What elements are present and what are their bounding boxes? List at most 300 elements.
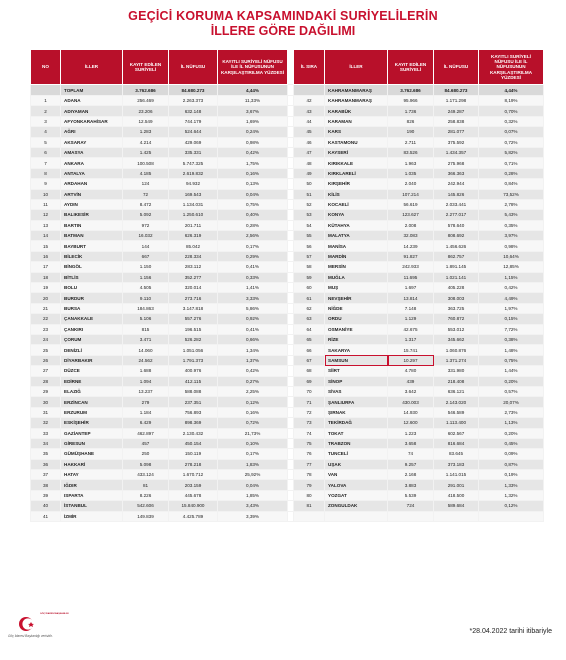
- left-row-nufus: 1.051.056: [169, 345, 218, 355]
- right-row-nufus: 145.826: [434, 189, 479, 199]
- right-row-oran: 3,97%: [479, 231, 544, 241]
- left-row-il: ARTVİN: [61, 189, 123, 199]
- left-row-il: AFYONKARAHİSAR: [61, 116, 123, 126]
- left-row-oran: 3,33%: [218, 293, 288, 303]
- right-row-oran: 0,19%: [479, 470, 544, 480]
- right-row-nufus: 363.725: [434, 303, 479, 313]
- left-row-oran: 1,37%: [218, 355, 288, 365]
- left-row-no: 9: [31, 179, 61, 189]
- left-row-kayit: 1.283: [123, 127, 169, 137]
- right-row-il: NEVŞEHİR: [325, 293, 388, 303]
- left-row-oran: 3,39%: [218, 511, 288, 521]
- right-row-oran: 0,84%: [479, 179, 544, 189]
- right-row-oran: 0,12%: [479, 501, 544, 511]
- left-row-il: BİTLİS: [61, 272, 123, 282]
- table-row: [31, 272, 544, 282]
- left-row-oran: 1,83%: [218, 459, 288, 469]
- left-row-kayit: 815: [123, 324, 169, 334]
- right-row-kayit: 1.697: [388, 283, 434, 293]
- right-row-nufus: 1.113.400: [434, 418, 479, 428]
- right-row-kayit: 32.083: [388, 231, 434, 241]
- left-row-no: 4: [31, 127, 61, 137]
- right-row-nufus: 1.171.298: [434, 96, 479, 106]
- left-row-oran: 0,41%: [218, 262, 288, 272]
- left-row-kayit: 1.688: [123, 366, 169, 376]
- right-row-kayit: 95.966: [388, 96, 434, 106]
- right-row-oran: 1,97%: [479, 303, 544, 313]
- right-row-nufus: 1.891.145: [434, 262, 479, 272]
- left-row-no: 29: [31, 386, 61, 396]
- right-row-nufus: 418.500: [434, 490, 479, 500]
- right-row-il: SİNOP: [325, 376, 388, 386]
- header-kayit: KAYIT EDİLEN SURİYELİ: [123, 50, 169, 85]
- left-row-kayit: 149.839: [123, 511, 169, 521]
- left-row-no: 41: [31, 511, 61, 521]
- right-row-no: 51: [294, 189, 325, 199]
- left-row-kayit: 4.214: [123, 137, 169, 147]
- right-row-oran: 0,75%: [479, 355, 544, 365]
- left-row-nufus: 15.840.900: [169, 501, 218, 511]
- left-row-il: EDİRNE: [61, 376, 123, 386]
- right-row-no: 52: [294, 199, 325, 209]
- right-row-nufus: 2.033.441: [434, 199, 479, 209]
- left-row-il: BAYBURT: [61, 241, 123, 251]
- right-row-oran: 0,07%: [479, 127, 544, 137]
- right-row-kayit: 4.780: [388, 366, 434, 376]
- left-row-kayit: 13.237: [123, 386, 169, 396]
- left-row-il: ADIYAMAN: [61, 106, 123, 116]
- right-row-kayit: 91.827: [388, 251, 434, 261]
- left-row-nufus: 4.425.789: [169, 511, 218, 521]
- right-row-no: 53: [294, 210, 325, 220]
- left-row-no: 16: [31, 251, 61, 261]
- left-row-kayit: 279: [123, 397, 169, 407]
- right-row-no: 59: [294, 272, 325, 282]
- right-row-kayit: 74: [388, 449, 434, 459]
- right-row-no: 48: [294, 158, 325, 168]
- left-row-kayit: 24.562: [123, 355, 169, 365]
- left-row-oran: 1,41%: [218, 283, 288, 293]
- left-row-kayit: 9.110: [123, 293, 169, 303]
- right-row-no: 60: [294, 283, 325, 293]
- left-row-oran: 0,10%: [218, 438, 288, 448]
- right-row-nufus: 1.456.626: [434, 241, 479, 251]
- header-nufus: İL NÜFUSU: [169, 50, 218, 85]
- left-row-il: BALIKESİR: [61, 210, 123, 220]
- left-row-kayit: 3.471: [123, 334, 169, 344]
- left-row-no: 31: [31, 407, 61, 417]
- right-row-kayit: 2.040: [388, 179, 434, 189]
- right-row-oran: 0,20%: [479, 376, 544, 386]
- total-oran: 4,44%: [218, 85, 288, 96]
- left-row-no: 36: [31, 459, 61, 469]
- left-row-nufus: 524.644: [169, 127, 218, 137]
- right-row-nufus: 808.692: [434, 231, 479, 241]
- right-row-no: 72: [294, 407, 325, 417]
- left-row-nufus: 237.351: [169, 397, 218, 407]
- right-row-il: SİVAS: [325, 386, 388, 396]
- header-nufus-right: İL NÜFUSU: [434, 50, 479, 85]
- header-kayit-right: KAYIT EDİLEN SURİYELİ: [388, 50, 434, 85]
- left-row-no: 23: [31, 324, 61, 334]
- left-row-il: ÇORUM: [61, 334, 123, 344]
- right-row-no: 81: [294, 501, 325, 511]
- right-row-oran: 0,35%: [479, 220, 544, 230]
- left-row-oran: 25,92%: [218, 470, 288, 480]
- table-row: [31, 116, 544, 126]
- total-right-il: KAHRAMANMARAŞ: [325, 85, 388, 96]
- right-row-oran: 1,33%: [479, 480, 544, 490]
- right-row-il: KARAMAN: [325, 116, 388, 126]
- left-row-il: ELAZIĞ: [61, 386, 123, 396]
- left-row-no: 7: [31, 158, 61, 168]
- right-row-oran: 0,15%: [479, 314, 544, 324]
- left-row-oran: 0,98%: [218, 137, 288, 147]
- left-row-oran: 0,17%: [218, 241, 288, 251]
- table-row: [31, 345, 544, 355]
- right-row-no: 42: [294, 96, 325, 106]
- left-row-kayit: 1.184: [123, 407, 169, 417]
- header-iller: İLLER: [61, 50, 123, 85]
- right-row-il: SİİRT: [325, 366, 388, 376]
- right-row-il: OSMANİYE: [325, 324, 388, 334]
- right-row-kayit: 107.214: [388, 189, 434, 199]
- right-row-oran: 4,49%: [479, 293, 544, 303]
- right-row-no: 46: [294, 137, 325, 147]
- left-row-il: DENİZLİ: [61, 345, 123, 355]
- right-row-kayit: 123.627: [388, 210, 434, 220]
- left-row-nufus: 744.179: [169, 116, 218, 126]
- left-row-oran: 0,16%: [218, 407, 288, 417]
- left-row-oran: 0,72%: [218, 418, 288, 428]
- table-row: [31, 220, 544, 230]
- right-row-no: 70: [294, 386, 325, 396]
- right-row-no: [294, 511, 325, 521]
- left-row-no: 13: [31, 220, 61, 230]
- left-row-il: BURSA: [61, 303, 123, 313]
- right-row-no: 69: [294, 376, 325, 386]
- left-row-il: AKSARAY: [61, 137, 123, 147]
- right-row-kayit: 9.257: [388, 459, 434, 469]
- right-row-no: 79: [294, 480, 325, 490]
- right-row-kayit: 13.814: [388, 293, 434, 303]
- right-row-kayit: 56.619: [388, 199, 434, 209]
- right-row-il: MUĞLA: [325, 272, 388, 282]
- left-row-no: 27: [31, 366, 61, 376]
- right-row-nufus: 1.021.141: [434, 272, 479, 282]
- right-row-no: 61: [294, 293, 325, 303]
- table-row: [31, 438, 544, 448]
- right-row-no: 58: [294, 262, 325, 272]
- right-row-oran: 0,98%: [479, 241, 544, 251]
- right-row-kayit: 11.695: [388, 272, 434, 282]
- table-row: [31, 137, 544, 147]
- table-row: [31, 127, 544, 137]
- right-row-kayit: 1.736: [388, 106, 434, 116]
- left-row-oran: 0,17%: [218, 449, 288, 459]
- table-row: [31, 231, 544, 241]
- left-row-kayit: 1.150: [123, 262, 169, 272]
- right-row-kayit: 1.317: [388, 334, 434, 344]
- right-row-nufus: 553.012: [434, 324, 479, 334]
- total-right-nufus: 84.680.273: [434, 85, 479, 96]
- left-row-no: 35: [31, 449, 61, 459]
- left-row-oran: 0,04%: [218, 480, 288, 490]
- right-row-il: YALOVA: [325, 480, 388, 490]
- right-row-il: KIRŞEHİR: [325, 179, 388, 189]
- left-row-il: ÇANKIRI: [61, 324, 123, 334]
- right-row-il: NİĞDE: [325, 303, 388, 313]
- left-row-il: ESKİŞEHİR: [61, 418, 123, 428]
- left-row-kayit: 542.606: [123, 501, 169, 511]
- right-row-kayit: 3.883: [388, 480, 434, 490]
- right-row-no: 49: [294, 168, 325, 178]
- right-row-il: TEKİRDAĞ: [325, 418, 388, 428]
- table-row: [31, 262, 544, 272]
- right-row-il: VAN: [325, 470, 388, 480]
- right-row-il: MUŞ: [325, 283, 388, 293]
- right-row-no: 67: [294, 355, 325, 365]
- left-row-nufus: 450.154: [169, 438, 218, 448]
- left-row-nufus: 429.069: [169, 137, 218, 147]
- table-row: [31, 283, 544, 293]
- right-row-kayit: 1.129: [388, 314, 434, 324]
- left-row-kayit: 8.226: [123, 490, 169, 500]
- left-row-oran: 0,04%: [218, 189, 288, 199]
- left-row-nufus: 632.148: [169, 106, 218, 116]
- total-right-kayit: 3.762.686: [388, 85, 434, 96]
- right-row-no: 73: [294, 418, 325, 428]
- right-row-nufus: 589.684: [434, 501, 479, 511]
- right-row-nufus: 242.944: [434, 179, 479, 189]
- right-row-no: 43: [294, 106, 325, 116]
- left-row-nufus: 283.112: [169, 262, 218, 272]
- right-row-oran: 0,70%: [479, 106, 544, 116]
- left-row-il: ERZİNCAN: [61, 397, 123, 407]
- left-row-oran: 0,75%: [218, 199, 288, 209]
- right-row-nufus: 281.077: [434, 127, 479, 137]
- right-row-nufus: 1.371.274: [434, 355, 479, 365]
- left-row-nufus: 626.319: [169, 231, 218, 241]
- left-row-oran: 0,92%: [218, 314, 288, 324]
- table-row: [31, 314, 544, 324]
- left-row-il: BİLECİK: [61, 251, 123, 261]
- right-row-nufus: 760.872: [434, 314, 479, 324]
- right-row-oran: 73,52%: [479, 189, 544, 199]
- left-row-oran: 3,67%: [218, 106, 288, 116]
- left-row-oran: 0,33%: [218, 272, 288, 282]
- page-title-line2: İLLERE GÖRE DAĞILIMI: [210, 24, 356, 38]
- left-row-no: 39: [31, 490, 61, 500]
- left-row-il: BATMAN: [61, 231, 123, 241]
- right-row-il: KARABÜK: [325, 106, 388, 116]
- table-row: [31, 459, 544, 469]
- left-row-kayit: 462.897: [123, 428, 169, 438]
- right-row-no: 68: [294, 366, 325, 376]
- right-row-kayit: 5.539: [388, 490, 434, 500]
- table-row: [31, 324, 544, 334]
- left-row-nufus: 203.159: [169, 480, 218, 490]
- table-row: [31, 210, 544, 220]
- left-row-oran: 0,16%: [218, 168, 288, 178]
- right-row-oran: 2,73%: [479, 407, 544, 417]
- left-row-kayit: 5.092: [123, 210, 169, 220]
- left-row-oran: 21,73%: [218, 428, 288, 438]
- left-row-no: 22: [31, 314, 61, 324]
- table-row: [31, 303, 544, 313]
- right-row-nufus: 331.980: [434, 366, 479, 376]
- left-row-oran: 0,12%: [218, 397, 288, 407]
- right-row-kayit: 242.933: [388, 262, 434, 272]
- table-row: [31, 501, 544, 511]
- left-row-nufus: 2.263.373: [169, 96, 218, 106]
- right-row-kayit: 724: [388, 501, 434, 511]
- left-row-kayit: 144: [123, 241, 169, 251]
- right-row-il: MANİSA: [325, 241, 388, 251]
- left-row-kayit: 8.472: [123, 199, 169, 209]
- total-nufus: 84.680.273: [169, 85, 218, 96]
- right-row-il: [325, 511, 388, 521]
- right-row-oran: 1,44%: [479, 366, 544, 376]
- left-row-no: 34: [31, 438, 61, 448]
- table-row: [31, 106, 544, 116]
- left-row-no: 5: [31, 137, 61, 147]
- right-row-no: 64: [294, 324, 325, 334]
- right-row-il: ORDU: [325, 314, 388, 324]
- left-row-no: 14: [31, 231, 61, 241]
- right-row-kayit: 826: [388, 116, 434, 126]
- left-row-no: 38: [31, 480, 61, 490]
- left-row-nufus: 150.119: [169, 449, 218, 459]
- right-row-oran: 0,09%: [479, 449, 544, 459]
- table-row: [31, 418, 544, 428]
- left-row-il: ERZURUM: [61, 407, 123, 417]
- right-row-no: 80: [294, 490, 325, 500]
- right-row-kayit: 14.239: [388, 241, 434, 251]
- left-row-nufus: 898.369: [169, 418, 218, 428]
- table-row: [31, 490, 544, 500]
- left-row-nufus: 320.014: [169, 283, 218, 293]
- left-row-kayit: 457: [123, 438, 169, 448]
- left-row-no: 11: [31, 199, 61, 209]
- right-row-no: 66: [294, 345, 325, 355]
- left-row-oran: 0,41%: [218, 324, 288, 334]
- table-header-row: [31, 50, 544, 85]
- left-row-il: HATAY: [61, 470, 123, 480]
- right-row-nufus: 373.183: [434, 459, 479, 469]
- right-row-nufus: 816.684: [434, 438, 479, 448]
- table-row: [31, 376, 544, 386]
- left-row-nufus: 3.147.818: [169, 303, 218, 313]
- right-row-il: RİZE: [325, 334, 388, 344]
- left-row-kayit: 6.429: [123, 418, 169, 428]
- right-row-il: KIRKLARELİ: [325, 168, 388, 178]
- left-row-il: İSTANBUL: [61, 501, 123, 511]
- table-row: [31, 189, 544, 199]
- left-row-kayit: 100.508: [123, 158, 169, 168]
- right-row-il: YOZGAT: [325, 490, 388, 500]
- left-row-nufus: 196.515: [169, 324, 218, 334]
- left-row-kayit: 14.060: [123, 345, 169, 355]
- left-row-kayit: 72: [123, 189, 169, 199]
- left-row-il: GAZİANTEP: [61, 428, 123, 438]
- left-row-il: DÜZCE: [61, 366, 123, 376]
- right-row-kayit: 2.168: [388, 470, 434, 480]
- right-row-no: 65: [294, 334, 325, 344]
- left-row-il: ANTALYA: [61, 168, 123, 178]
- left-row-nufus: 201.711: [169, 220, 218, 230]
- right-row-il: KAHRAMANMARAŞ: [325, 96, 388, 106]
- left-row-no: 19: [31, 283, 61, 293]
- right-row-oran: 0,28%: [479, 168, 544, 178]
- right-row-kayit: 2.711: [388, 137, 434, 147]
- left-row-il: AĞRI: [61, 127, 123, 137]
- left-row-kayit: 124: [123, 179, 169, 189]
- right-row-il: ZONGULDAK: [325, 501, 388, 511]
- left-row-kayit: 81: [123, 480, 169, 490]
- left-row-il: ÇANAKKALE: [61, 314, 123, 324]
- table-row: [31, 449, 544, 459]
- right-row-no: 45: [294, 127, 325, 137]
- right-row-oran: 0,87%: [479, 459, 544, 469]
- right-row-oran: 0,71%: [479, 158, 544, 168]
- left-row-nufus: 1.250.610: [169, 210, 218, 220]
- right-row-kayit: 439: [388, 376, 434, 386]
- right-row-no: 77: [294, 459, 325, 469]
- left-row-oran: 0,27%: [218, 376, 288, 386]
- right-row-nufus: 636.121: [434, 386, 479, 396]
- right-row-no: 71: [294, 397, 325, 407]
- right-row-oran: 8,19%: [479, 96, 544, 106]
- right-row-kayit: 430.003: [388, 397, 434, 407]
- left-row-no: 21: [31, 303, 61, 313]
- right-row-il: TOKAT: [325, 428, 388, 438]
- right-row-kayit: 1.963: [388, 158, 434, 168]
- right-row-nufus: 546.589: [434, 407, 479, 417]
- right-row-il: KIRIKKALE: [325, 158, 388, 168]
- left-row-no: 33: [31, 428, 61, 438]
- right-row-no: 56: [294, 241, 325, 251]
- left-row-oran: 0,24%: [218, 127, 288, 137]
- left-row-kayit: 256.469: [123, 96, 169, 106]
- right-row-kayit: [388, 511, 434, 521]
- left-row-il: BOLU: [61, 283, 123, 293]
- right-row-kayit: 3.642: [388, 386, 434, 396]
- left-row-il: HAKKARİ: [61, 459, 123, 469]
- header-oran: KAYITLI SURİYELİ NÜFUSU İLE İL NÜFUSUNUN KARŞILAŞTIRILMA YÜZDESİ: [218, 50, 288, 85]
- left-row-nufus: 273.716: [169, 293, 218, 303]
- total-row: [31, 85, 544, 96]
- left-row-nufus: 352.277: [169, 272, 218, 282]
- right-row-no: 78: [294, 470, 325, 480]
- right-row-nufus: 2.143.020: [434, 397, 479, 407]
- left-row-il: GİRESUN: [61, 438, 123, 448]
- left-row-no: 2: [31, 106, 61, 116]
- right-row-kayit: 42.675: [388, 324, 434, 334]
- left-row-oran: 0,40%: [218, 210, 288, 220]
- left-row-nufus: 1.134.031: [169, 199, 218, 209]
- right-row-nufus: 308.003: [434, 293, 479, 303]
- left-row-oran: 0,13%: [218, 179, 288, 189]
- left-row-oran: 5,86%: [218, 303, 288, 313]
- right-row-il: MERSİN: [325, 262, 388, 272]
- right-row-oran: [479, 511, 544, 521]
- left-row-no: 1: [31, 96, 61, 106]
- left-row-il: BİNGÖL: [61, 262, 123, 272]
- table-row: [31, 241, 544, 251]
- left-row-no: 28: [31, 376, 61, 386]
- left-row-nufus: 5.747.325: [169, 158, 218, 168]
